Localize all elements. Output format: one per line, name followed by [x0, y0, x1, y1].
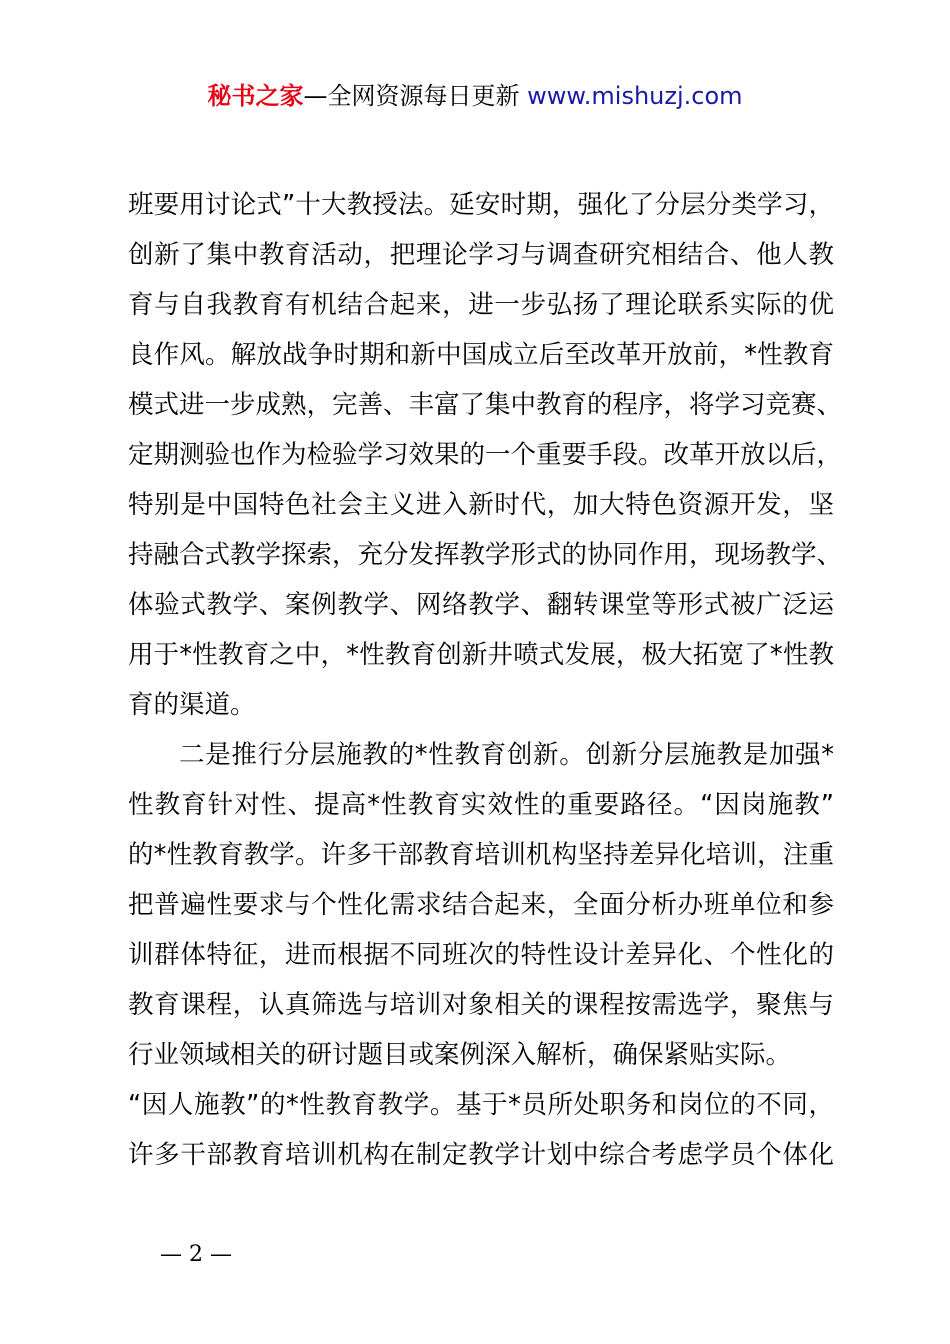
- text-line: 把普遍性要求与个性化需求结合起来，全面分析办班单位和参: [128, 890, 834, 920]
- text-line: 定期测验也作为检验学习效果的一个重要手段。改革开放以后，: [128, 440, 843, 470]
- text-line: 特别是中国特色社会主义进入新时代，加大特色资源开发，坚: [128, 490, 834, 520]
- text-line: 育的渠道。: [128, 690, 256, 720]
- site-url-link[interactable]: www.mishuzj.com: [527, 82, 743, 110]
- site-tagline: —全网资源每日更新: [303, 82, 520, 110]
- text-line: 育与自我教育有机结合起来，进一步弘扬了理论联系实际的优: [128, 290, 834, 320]
- text-line: 教育课程，认真筛选与培训对象相关的课程按需选学，聚焦与: [128, 990, 834, 1020]
- text-line: 持融合式教学探索，充分发挥教学形式的协同作用，现场教学、: [128, 540, 843, 570]
- text-line: 训群体特征，进而根据不同班次的特性设计差异化、个性化的: [128, 940, 834, 970]
- text-line: 创新了集中教育活动，把理论学习与调查研究相结合、他人教: [128, 240, 834, 270]
- text-line: 性教育针对性、提高*性教育实效性的重要路径。“因岗施教”: [128, 790, 834, 820]
- site-brand: 秘书之家: [207, 82, 304, 110]
- paragraph-start-line: 二是推行分层施教的*性教育创新。创新分层施教是加强*: [179, 740, 834, 770]
- document-body: [128, 180, 843, 1180]
- text-line: 许多干部教育培训机构在制定教学计划中综合考虑学员个体化: [128, 1140, 834, 1170]
- text-line: 行业领域相关的研讨题目或案例深入解析，确保紧贴实际。: [128, 1040, 792, 1070]
- text-line: “因人施教”的*性教育教学。基于*员所处职务和岗位的不同，: [128, 1090, 834, 1120]
- text-line: 模式进一步成熟，完善、丰富了集中教育的程序，将学习竞赛、: [128, 390, 843, 420]
- text-line: 用于*性教育之中，*性教育创新井喷式发展，极大拓宽了*性教: [128, 640, 834, 670]
- text-line: 的*性教育教学。许多干部教育培训机构坚持差异化培训，注重: [128, 840, 834, 870]
- page-header: [0, 80, 950, 112]
- text-line: 体验式教学、案例教学、网络教学、翻转课堂等形式被广泛运: [128, 590, 834, 620]
- text-line: 班要用讨论式”十大教授法。延安时期，强化了分层分类学习，: [128, 190, 834, 220]
- page-number: — 2 —: [160, 1242, 232, 1267]
- text-line: 良作风。解放战争时期和新中国成立后至改革开放前，*性教育: [128, 340, 834, 370]
